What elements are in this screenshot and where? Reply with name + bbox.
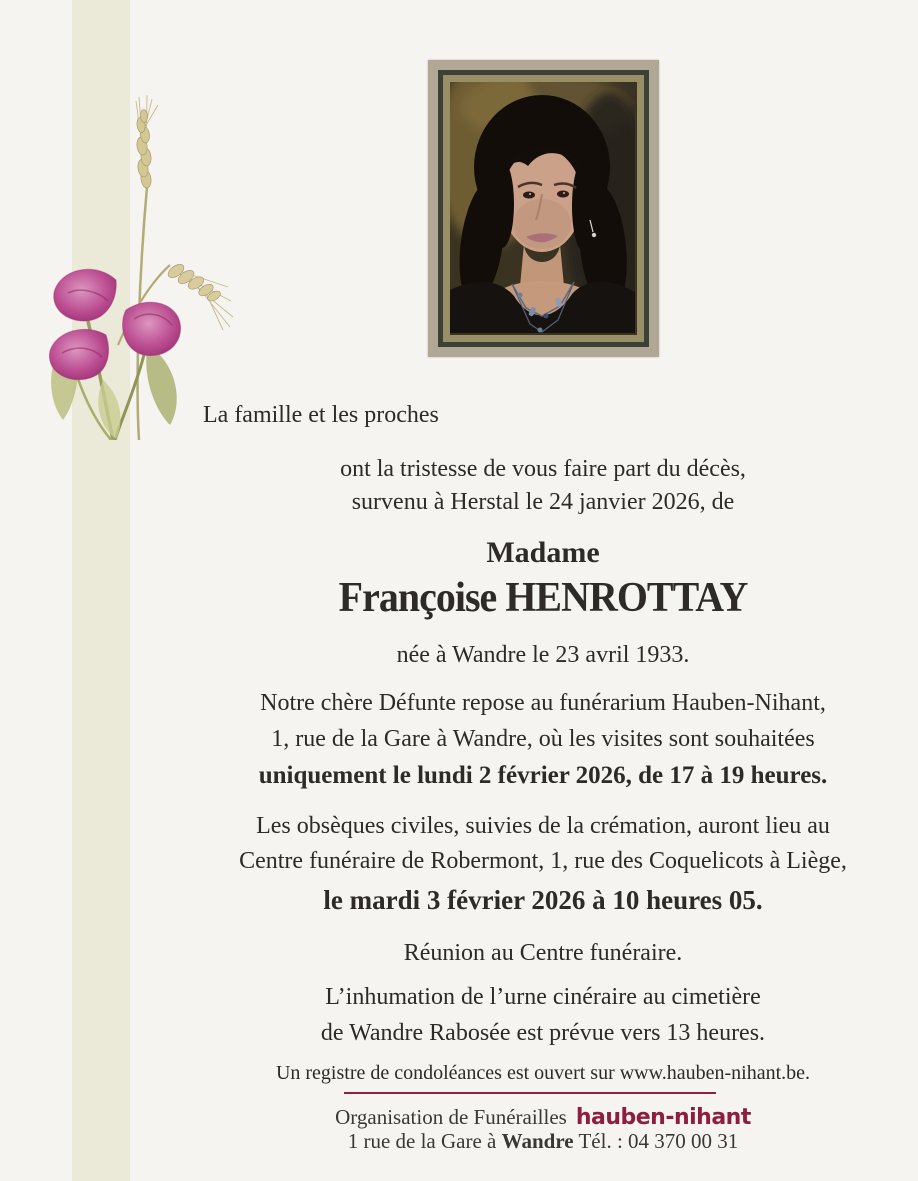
footer-address-phone: Tél. : 04 370 00 31 [573, 1129, 739, 1153]
calla-bloom [54, 269, 116, 321]
inhumation-line-1: L’inhumation de l’urne cinéraire au cimetière [325, 984, 761, 1010]
deceased-name: Françoise HENROTTAY [338, 575, 748, 621]
calla-bloom [123, 302, 181, 355]
repose-line-2: 1, rue de la Gare à Wandre, où les visites sont souhaitées [271, 726, 815, 752]
portrait-photo [450, 82, 635, 333]
condolence-register-line: Un registre de condoléances est ouvert sur www.hauben-nihant.be. [275, 1062, 811, 1084]
portrait-photo-wrap [450, 82, 637, 335]
visiting-hours-bold: uniquement le lundi 2 février 2026, de 17 à 19 heures. [258, 762, 828, 789]
footer-address-prefix: 1 rue de la Gare à [347, 1129, 502, 1153]
wheat-ear-top [136, 95, 158, 189]
portrait-frame [428, 60, 659, 357]
intro-family-line: La famille et les proches [203, 402, 439, 428]
obsequies-line-2: Centre funéraire de Robermont, 1, rue des Coquelicots à Liège, [239, 848, 847, 874]
eye [557, 191, 569, 198]
footer-address-city: Wandre [501, 1129, 574, 1153]
leaf [98, 380, 120, 439]
repose-line-1: Notre chère Défunte repose au funérarium Hauben-Nihant, [260, 690, 826, 716]
birth-info: née à Wandre le 23 avril 1933. [396, 642, 690, 668]
portrait-frame-inner [438, 70, 649, 347]
cremation-date-bold: le mardi 3 février 2026 à 10 heures 05. [323, 885, 763, 915]
honorific-title: Madame [486, 536, 600, 569]
reunion-line: Réunion au Centre funéraire. [403, 940, 683, 966]
funeral-home-brand: hauben-nihant [575, 1105, 751, 1130]
eye [523, 192, 535, 199]
footer-organisation-label: Organisation de Funérailles [335, 1105, 567, 1129]
intro-sadness-line: ont la tristesse de vous faire part du décès, [340, 456, 746, 482]
calla-lily-wheat-illustration [18, 95, 233, 440]
inhumation-line-2: de Wandre Rabosée est prévue vers 13 heures. [320, 1020, 766, 1046]
obsequies-line-1: Les obsèques civiles, suivies de la crémation, auront lieu au [256, 813, 830, 839]
footer-divider [344, 1092, 716, 1094]
intro-death-place-date: survenu à Herstal le 24 janvier 2026, de [351, 489, 735, 515]
footer-address-line [168, 1128, 918, 1154]
